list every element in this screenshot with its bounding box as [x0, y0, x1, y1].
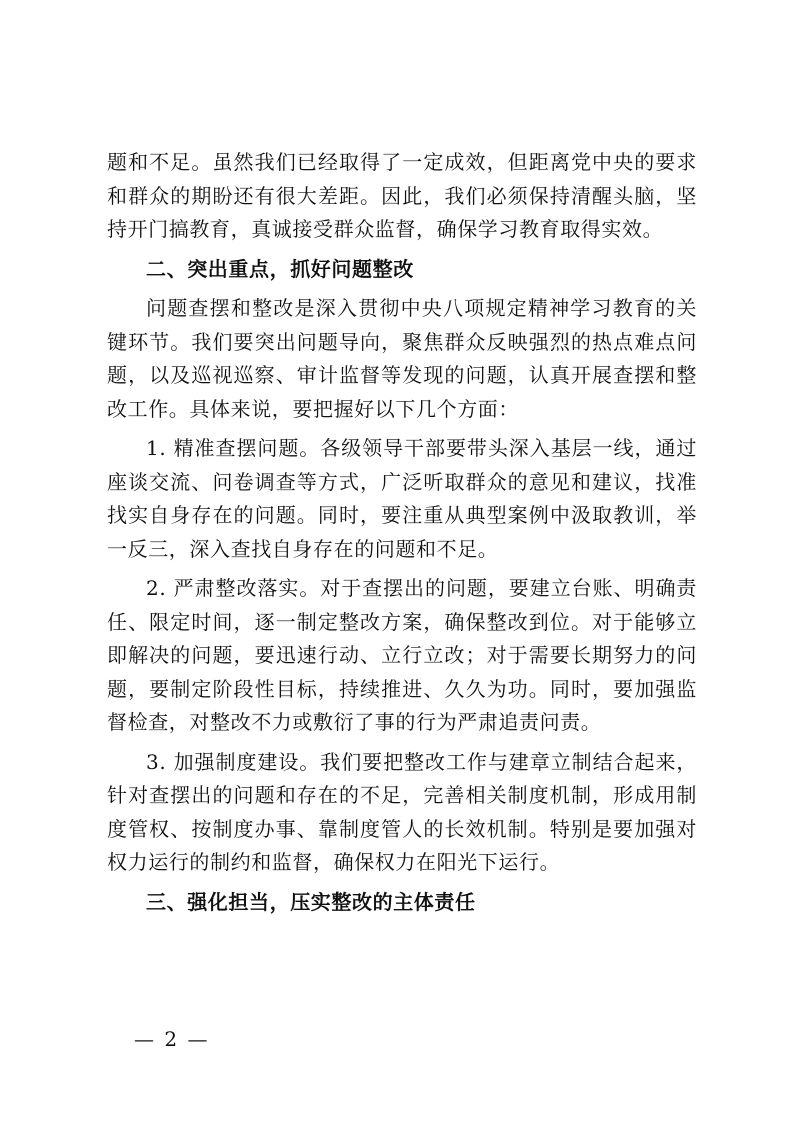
section-3-heading: 三、强化担当，压实整改的主体责任: [146, 889, 476, 914]
continuation-paragraph: 题和不足。虽然我们已经取得了一定成效，但距离党中央的要求和群众的期盼还有很大差距。因此，我们必须保持清醒头脑，坚持开门搞教育，真诚接受群众监督，确保学习教育取得实效。: [107, 150, 697, 241]
list-item-1-paragraph: 1. 精准查摆问题。各级领导干部要带头深入基层一线，通过座谈交流、问卷调查等方式，广泛听取群众的意见和建议，找准找实自身存在的问题。同时，要注重从典型案例中汲取教训，举一反三，深入查找自身存在的问题和不足。: [107, 436, 697, 561]
section-2-intro-paragraph: 问题查摆和整改是深入贯彻中央八项规定精神学习教育的关键环节。我们要突出问题导向，聚焦群众反映强烈的热点难点问题，以及巡视巡察、审计监督等发现的问题，认真开展查摆和整改工作。具体来说，要把握好以下几个方面：: [107, 296, 697, 421]
list-item-3-paragraph: 3. 加强制度建设。我们要把整改工作与建章立制结合起来，针对查摆出的问题和存在的不足，完善相关制度机制，形成用制度管权、按制度办事、靠制度管人的长效机制。特别是要加强对权力运行的制约和监督，确保权力在阳光下运行。: [107, 749, 697, 874]
list-item-2-paragraph: 2. 严肃整改落实。对于查摆出的问题，要建立台账、明确责任、限定时间，逐一制定整改方案，确保整改到位。对于能够立即解决的问题，要迅速行动、立行立改；对于需要长期努力的问题，要制定阶段性目标，持续推进、久久为功。同时，要加强监督检查，对整改不力或敷衍了事的行为严肃追责问责。: [107, 576, 697, 734]
section-2-heading: 二、突出重点，抓好问题整改: [146, 256, 414, 281]
page-number: — 2 —: [134, 1027, 210, 1051]
body-text: [107, 146, 697, 919]
